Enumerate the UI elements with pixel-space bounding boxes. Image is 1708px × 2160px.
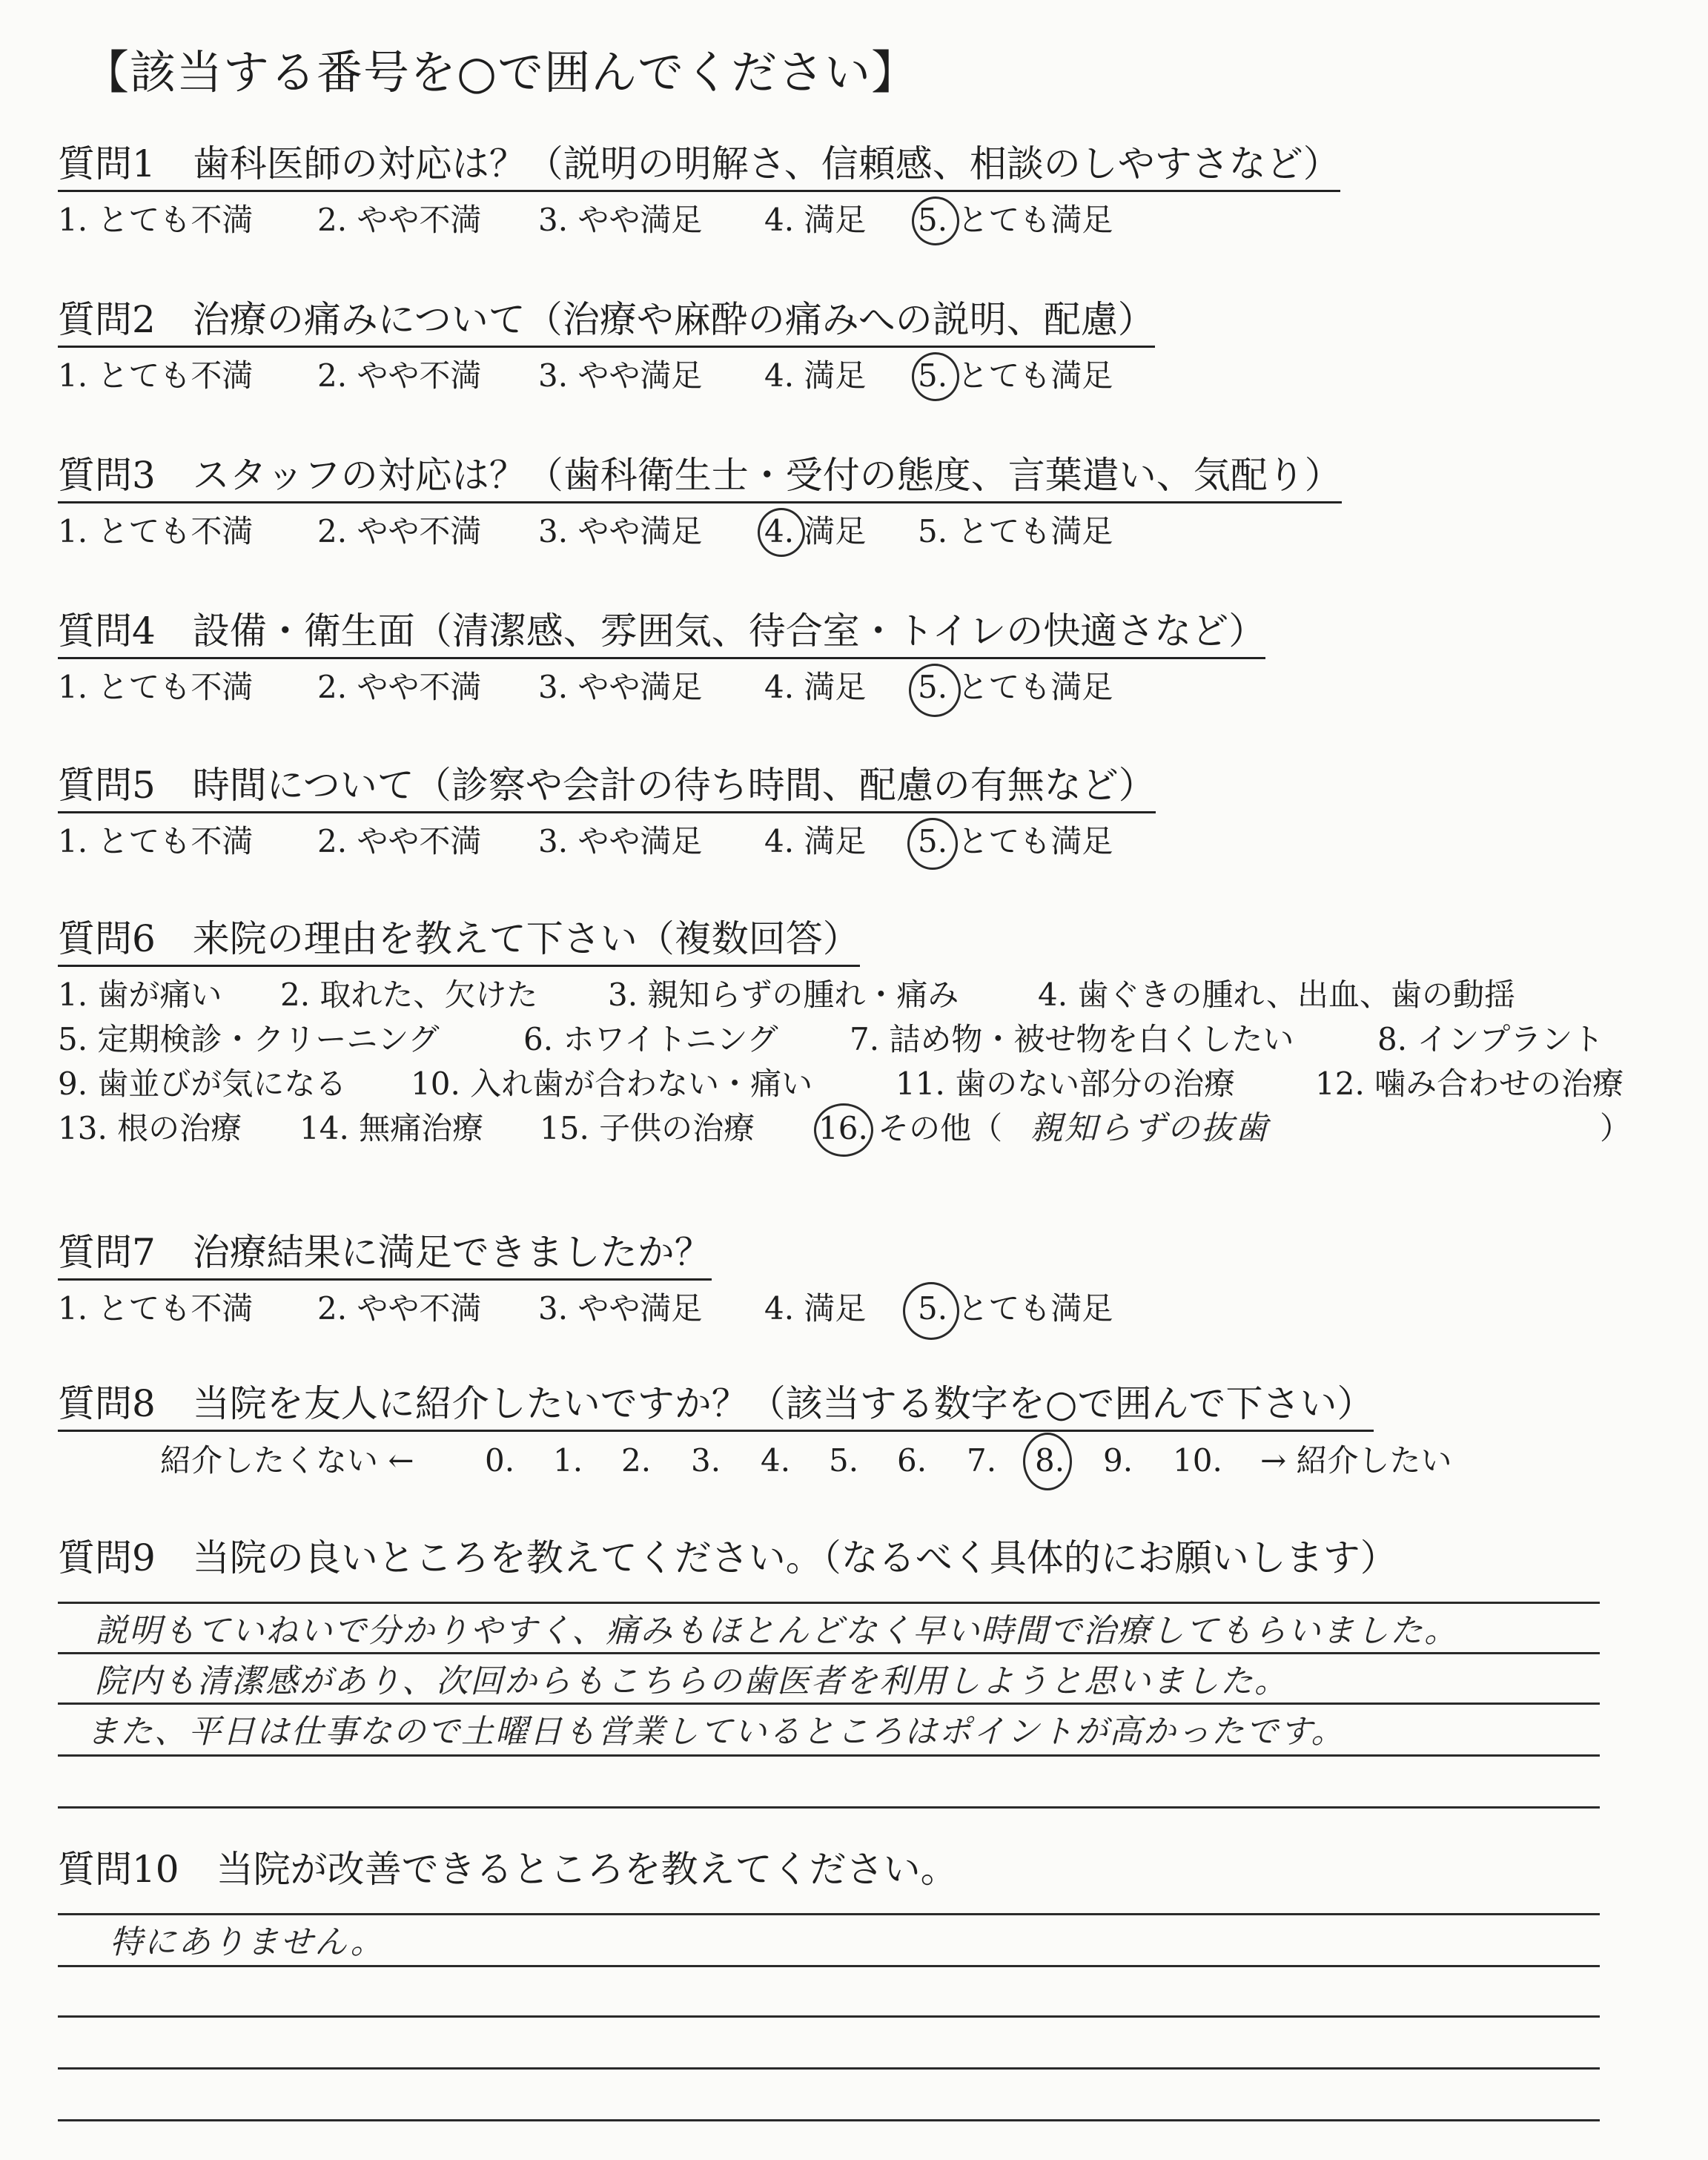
question-title: 質問5 時間について（診察や会計の待ち時間、配慮の有無など） [58, 762, 1156, 813]
other-reason-handwriting: 親知らずの抜歯 [1030, 1109, 1269, 1147]
scale-option-3[interactable]: 3. [691, 1442, 721, 1479]
question-title: 質問6 来院の理由を教えて下さい（複数回答） [58, 916, 860, 967]
answer-line [58, 1702, 1600, 1705]
reason-option[interactable]: 4. 歯ぐきの腫れ、出血、歯の動揺 [1038, 977, 1515, 1013]
question-3 [58, 452, 1644, 555]
option-5[interactable]: 5. とても満足 [918, 1290, 1113, 1327]
answer-handwriting: 説明もていねいで分かりやすく、痛みもほとんどなく早い時間で治療してもらいました。 [95, 1612, 1459, 1650]
option-4[interactable]: 4. 満足 [764, 1290, 867, 1327]
option-2[interactable]: 2. やや不満 [317, 202, 482, 238]
question-10 [58, 1846, 1644, 1892]
selection-circle [814, 1103, 873, 1157]
option-2[interactable]: 2. やや不満 [317, 357, 482, 394]
option-3[interactable]: 3. やや満足 [538, 823, 703, 859]
answer-handwriting: 院内も清潔感があり、次回からもこちらの歯医者を利用しようと思いました。 [95, 1662, 1288, 1700]
option-4[interactable]: 4. 満足 [764, 669, 867, 705]
reason-line [58, 1062, 1644, 1106]
reason-line [58, 973, 1644, 1017]
scale-option-1[interactable]: 1. [553, 1442, 583, 1479]
option-4[interactable]: 4. 満足 [764, 513, 867, 549]
selection-circle [912, 196, 959, 245]
reason-option[interactable]: 3. 親知らずの腫れ・痛み [608, 977, 959, 1013]
scale-option-6[interactable]: 6. [897, 1442, 927, 1479]
reason-option[interactable]: 6. ホワイトニング [523, 1021, 778, 1057]
reason-option[interactable]: 5. 定期検診・クリーニング [58, 1021, 440, 1057]
question-title: 質問3 スタッフの対応は？（歯科衛生士・受付の態度、言葉遣い、気配り） [58, 452, 1342, 503]
answer-line [58, 2067, 1600, 2070]
reason-option[interactable]: 13. 根の治療 [58, 1110, 242, 1146]
answer-line [58, 2015, 1600, 2018]
option-3[interactable]: 3. やや満足 [538, 513, 703, 549]
option-2[interactable]: 2. やや不満 [317, 669, 482, 705]
question-title: 質問8 当院を友人に紹介したいですか？（該当する数字を○で囲んで下さい） [58, 1381, 1374, 1432]
selection-circle [1023, 1433, 1072, 1490]
referral-scale [160, 1437, 1494, 1484]
question-title: 質問1 歯科医師の対応は？（説明の明解さ、信頼感、相談のしやすさなど） [58, 141, 1340, 192]
answer-handwriting: また、平日は仕事なので土曜日も営業しているところはポイントが高かったです。 [86, 1713, 1345, 1751]
option-1[interactable]: 1. とても不満 [58, 202, 254, 238]
scale-option-2[interactable]: 2. [621, 1442, 652, 1479]
reason-option[interactable]: 12. 噛み合わせの治療 [1315, 1066, 1624, 1102]
scale-option-0[interactable]: 0. [485, 1442, 515, 1479]
option-1[interactable]: 1. とても不満 [58, 513, 254, 549]
reason-option[interactable]: 7. 詰め物・被せ物を白くしたい [850, 1021, 1294, 1057]
answer-line [58, 1652, 1600, 1654]
reason-option[interactable]: 11. 歯のない部分の治療 [896, 1066, 1236, 1102]
scale-option-10[interactable]: 10. [1173, 1442, 1222, 1479]
scale-option-7[interactable]: 7. [967, 1442, 997, 1479]
option-3[interactable]: 3. やや満足 [538, 202, 703, 238]
scale-option-5[interactable]: 5. [829, 1442, 859, 1479]
reason-line [58, 1106, 1644, 1151]
answer-line [58, 1602, 1600, 1604]
option-1[interactable]: 1. とても不満 [58, 823, 254, 859]
option-5[interactable]: 5. とても満足 [918, 357, 1113, 394]
option-3[interactable]: 3. やや満足 [538, 669, 703, 705]
options-row [58, 818, 1644, 865]
options-row [58, 508, 1644, 555]
question-6 [58, 916, 1644, 1151]
option-3[interactable]: 3. やや満足 [538, 357, 703, 394]
options-row [58, 1285, 1644, 1332]
question-9 [58, 1535, 1644, 1581]
options-row [58, 352, 1644, 400]
question-7 [58, 1229, 1644, 1332]
question-title: 質問9 当院の良いところを教えてください。（なるべく具体的にお願いします） [58, 1536, 1397, 1579]
option-2[interactable]: 2. やや不満 [317, 513, 482, 549]
options-row [58, 664, 1644, 711]
option-5[interactable]: 5. とても満足 [918, 202, 1113, 238]
question-4 [58, 608, 1644, 711]
option-2[interactable]: 2. やや不満 [317, 823, 482, 859]
scale-left-label: 紹介したくない ← [160, 1442, 414, 1479]
option-1[interactable]: 1. とても不満 [58, 357, 254, 394]
scale-option-4[interactable]: 4. [761, 1442, 791, 1479]
question-8 [58, 1381, 1644, 1432]
question-title: 質問7 治療結果に満足できましたか？ [58, 1229, 712, 1281]
scale-option-8[interactable]: 8. [1035, 1442, 1065, 1479]
answer-line [58, 2119, 1600, 2121]
reason-option[interactable]: 16. その他（ [818, 1110, 1003, 1146]
reason-option[interactable]: 8. インプラント [1377, 1021, 1604, 1057]
scale-option-9[interactable]: 9. [1103, 1442, 1133, 1479]
selection-circle [758, 508, 805, 557]
question-5 [58, 762, 1644, 865]
option-1[interactable]: 1. とても不満 [58, 669, 254, 705]
reason-line [58, 1017, 1644, 1062]
reason-option[interactable]: 2. 取れた、欠けた [280, 977, 538, 1013]
answer-line [58, 1965, 1600, 1967]
option-1[interactable]: 1. とても不満 [58, 1290, 254, 1327]
option-5[interactable]: 5. とても満足 [918, 513, 1113, 549]
page-heading: 【該当する番号を○で囲んでください】 [83, 45, 918, 99]
option-4[interactable]: 4. 満足 [764, 357, 867, 394]
option-5[interactable]: 5. とても満足 [918, 823, 1113, 859]
reason-list [58, 973, 1644, 1151]
scale-right-label: → 紹介したい [1260, 1442, 1452, 1479]
answer-line [58, 1913, 1600, 1915]
selection-circle [907, 818, 958, 870]
question-title: 質問10 当院が改善できるところを教えてください。 [58, 1848, 958, 1891]
reason-option[interactable]: 9. 歯並びが気になる [58, 1066, 347, 1102]
reason-option[interactable]: 14. 無痛治療 [299, 1110, 484, 1146]
question-title: 質問2 治療の痛みについて（治療や麻酔の痛みへの説明、配慮） [58, 297, 1155, 348]
option-3[interactable]: 3. やや満足 [538, 1290, 703, 1327]
answer-line [58, 1806, 1600, 1809]
answer-line [58, 1754, 1600, 1757]
question-title: 質問4 設備・衛生面（清潔感、雰囲気、待合室・トイレの快適さなど） [58, 608, 1265, 659]
selection-circle [909, 664, 961, 717]
options-row [58, 196, 1644, 244]
question-2 [58, 297, 1644, 400]
option-4[interactable]: 4. 満足 [764, 823, 867, 859]
reason-option[interactable]: 1. 歯が痛い [58, 977, 222, 1013]
option-5[interactable]: 5. とても満足 [918, 669, 1113, 705]
reason-option[interactable]: 10. 入れ歯が合わない・痛い [411, 1066, 813, 1102]
option-4[interactable]: 4. 満足 [764, 202, 867, 238]
question-1 [58, 141, 1644, 244]
answer-handwriting: 特にありません。 [110, 1923, 385, 1961]
selection-circle [903, 1282, 959, 1340]
close-paren: ） [1600, 1110, 1632, 1146]
option-2[interactable]: 2. やや不満 [317, 1290, 482, 1327]
reason-option[interactable]: 15. 子供の治療 [540, 1110, 755, 1146]
selection-circle [912, 352, 959, 401]
